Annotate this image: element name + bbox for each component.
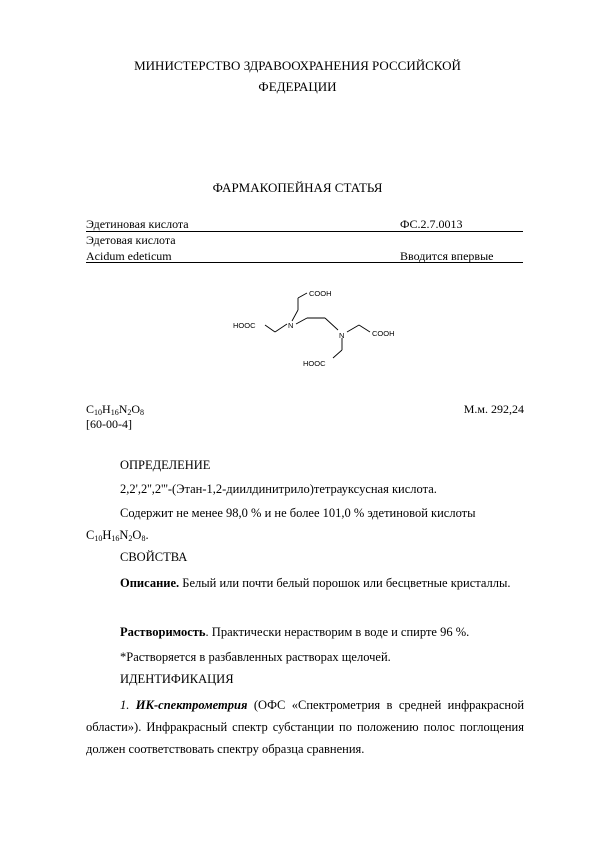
identification-heading: ИДЕНТИФИКАЦИЯ xyxy=(120,672,234,686)
ir-method: ИК-спектрометрия xyxy=(135,698,248,712)
content-text: Содержит не менее 98,0 % и не более 101,0 % эдетиновой кислоты xyxy=(120,506,476,520)
struct-label-hooc-left: HOOC xyxy=(233,321,256,330)
structural-formula xyxy=(225,278,415,378)
chemical-name: 2,2',2'',2'''-(Этан-1,2-диилдинитрило)тетрауксусная кислота. xyxy=(120,482,437,496)
formula-c-count: 10 xyxy=(94,408,103,417)
content-formula-n-count: 2 xyxy=(128,534,133,543)
spacer xyxy=(400,232,523,248)
content-formula-c-count: 10 xyxy=(94,534,103,543)
ministry-line-2: ФЕДЕРАЦИИ xyxy=(258,79,337,94)
molecular-formula xyxy=(86,402,144,417)
content-formula-n: N xyxy=(119,528,129,542)
ir-paragraph xyxy=(86,694,524,760)
content-formula-h-count: 16 xyxy=(111,534,120,543)
monograph-status: Вводится впервые xyxy=(400,249,494,263)
description-paragraph xyxy=(86,572,524,594)
name-ru-secondary: Эдетовая кислота xyxy=(86,233,176,247)
content-formula-o-count: 8 xyxy=(141,534,146,543)
formula-n: N xyxy=(118,402,128,416)
description-text: Белый или почти белый порошок или бесцветные кристаллы. xyxy=(179,576,511,590)
formula-h-count: 16 xyxy=(110,408,119,417)
monograph-code: ФС.2.7.0013 xyxy=(400,217,463,231)
monograph-names xyxy=(86,216,386,264)
struct-label-cooh-right: COOH xyxy=(372,329,395,338)
cas-number: [60-00-4] xyxy=(86,417,132,431)
content-formula-c: C xyxy=(86,528,95,542)
solubility-text: . Практически нерастворим в воде и спирте 96 %. xyxy=(205,625,470,639)
molecular-weight: М.м. 292,24 xyxy=(463,402,524,416)
ministry-line-1: МИНИСТЕРСТВО ЗДРАВООХРАНЕНИЯ РОССИЙСКОЙ xyxy=(134,58,461,73)
header-rule-2 xyxy=(86,262,523,263)
formula-c: C xyxy=(86,402,95,416)
description-label: Описание. xyxy=(120,576,180,590)
struct-label-n-right: N xyxy=(339,331,345,340)
ministry-title xyxy=(0,55,595,97)
definition-heading: ОПРЕДЕЛЕНИЕ xyxy=(120,458,211,472)
formula-o: O xyxy=(131,402,141,416)
solubility-label: Растворимость xyxy=(120,625,206,639)
struct-label-cooh-top: COOH xyxy=(309,289,332,298)
content-formula-o: O xyxy=(132,528,142,542)
monograph-meta xyxy=(400,216,523,264)
content-statement xyxy=(86,502,524,546)
formula-h: H xyxy=(102,402,111,416)
name-latin: Acidum edeticum xyxy=(86,249,172,263)
content-formula-h: H xyxy=(102,528,112,542)
struct-label-hooc-bottom: HOOC xyxy=(303,359,326,368)
solubility-note: *Растворяется в разбавленных растворах щелочей. xyxy=(120,650,391,664)
formula-n-count: 2 xyxy=(127,408,132,417)
ir-text: (ОФС «Спектрометрия в средней инфракрасной области»). Инфракрасный спектр субстанции по положению полос поглощения должен соответствовать спектру образца сравнения. xyxy=(86,698,525,756)
struct-label-n-left: N xyxy=(288,321,294,330)
article-title: ФАРМАКОПЕЙНАЯ СТАТЬЯ xyxy=(212,180,383,195)
formula-o-count: 8 xyxy=(140,408,145,417)
solubility-paragraph xyxy=(86,621,524,643)
content-period: . xyxy=(145,528,149,542)
name-ru-primary: Эдетиновая кислота xyxy=(86,217,189,231)
ir-item-number: 1. xyxy=(120,698,136,712)
header-rule-1 xyxy=(86,231,523,232)
properties-heading: СВОЙСТВА xyxy=(120,550,188,564)
